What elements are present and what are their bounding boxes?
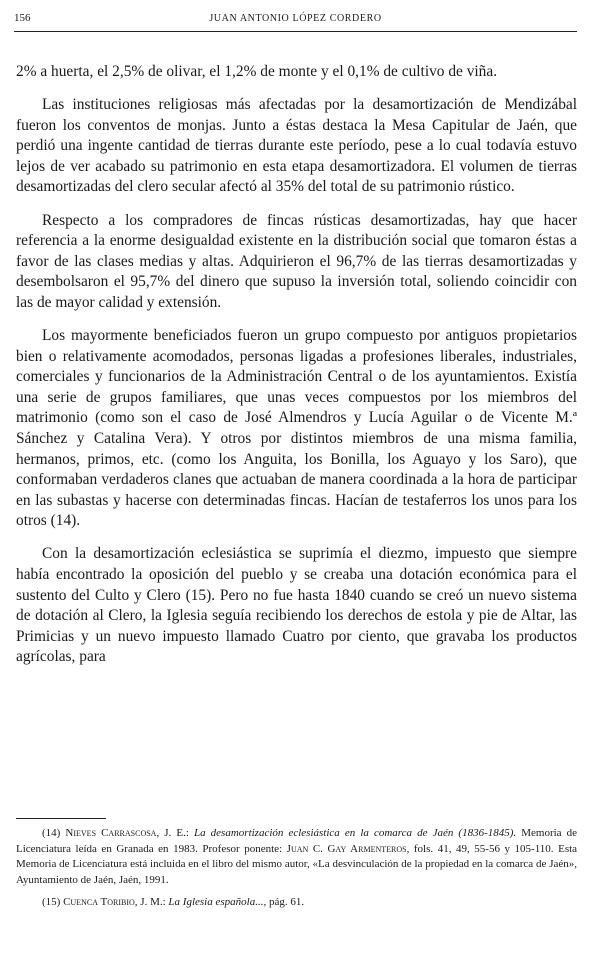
footnotes — [16, 826, 577, 918]
page-header — [14, 9, 577, 32]
footnote-15-author: Cuenca Toribio, J. M.: — [63, 896, 166, 909]
footnote-14-text1: Memoria de Licenciatura leída en Granada en 1983. Profesor ponente: — [16, 827, 578, 855]
body-text — [16, 62, 577, 681]
footnote-15-text: pág. 61. — [268, 896, 305, 909]
paragraph-2: Las instituciones religiosas más afectadas por la desamortización de Mendizábal fueron los conventos de monjas. Junto a éstas destaca la Mesa Capitular de Jaén, que perdió una ingente cantidad de tierras durante este período, pese a lo cual todavía estuvo lejos de ver acabado su patrimonio en esta etapa desamortizadora. El volumen de tierras desamortizadas del clero secular afectó al 35% del total de su patrimonio rústico. — [16, 96, 577, 196]
paragraph-1: 2% a huerta, el 2,5% de olivar, el 1,2% de monte y el 0,1% de cultivo de viña. — [16, 63, 498, 80]
running-head: JUAN ANTONIO LÓPEZ CORDERO — [209, 13, 382, 24]
footnote-14-text2: fols. 41, 49, 55-56 y 105-110. Esta Memoria de Licenciatura está incluida en el libro del mismo autor, «La desvinculación de la propiedad en la comarca de Jaén», Ayuntamiento de Jaén, Jaén, 1991. — [16, 842, 578, 886]
footnote-15 — [16, 895, 577, 911]
paragraph-5: Con la desamortización eclesiástica se suprimía el diezmo, impuesto que siempre había encontrado la oposición del pueblo y se creaba una dotación económica para el sustento del Culto y Clero (15). Pero no fue hasta 1840 cuando se creó un nuevo sistema de dotación al Clero, la Iglesia seguía recibiendo los derechos de estola y pie de Altar, las Primicias y un nuevo impuesto llamado Cuatro por ciento, que gravaba los productos agrícolas, para — [16, 545, 577, 666]
footnote-14 — [16, 826, 577, 888]
footnote-14-marker: (14) — [42, 827, 61, 839]
footnote-14-title: La desamortización eclesiástica en la comarca de Jaén (1836-1845). — [193, 827, 517, 839]
footnote-rule — [16, 818, 106, 819]
footnote-15-title: La Iglesia española..., — [168, 896, 267, 909]
paragraph-3: Respecto a los compradores de fincas rústicas desamortizadas, hay que hacer referencia a la enorme desigualdad existente en la distribución social que tomaron éstas a favor de las clases medias y altas. Adquirieron el 96,7% de las tierras desamortizadas y desembolsaron el 95,7% del dinero que supuso la inversión total, soliendo coincidir con las de mayor calidad y extensión. — [16, 211, 577, 311]
paragraph-4: Los mayormente beneficiados fueron un grupo compuesto por antiguos propietarios bien o relativamente acomodados, personas ligadas a profesiones liberales, industriales, comerciales y funcionarios de la Administración Central o de los ayuntamientos. Existía una serie de grupos familiares, que unas veces compuestos por los miembros del matrimonio (como son el caso de José Almendros y Lucía Aguilar o de Vicente M.ª Sánchez y Catalina Vera). Y otros por distintos miembros de una misma familia, hermanos, primos, etc. (como los Anguita, los Bonilla, los Aguayo y los Saro), que conformaban verdaderos clanes que actuaban de manera coordinada a la hora de participar en las subastas y hacerse con determinadas fincas. Hacían de testaferros los unos para los otros (14). — [16, 327, 577, 530]
footnote-14-author: Nieves Carrascosa, J. E.: — [65, 827, 189, 839]
footnote-14-advisor: Juan C. Gay Armenteros, — [286, 842, 410, 855]
footnote-15-marker: (15) — [42, 896, 61, 909]
page-number: 156 — [14, 12, 31, 24]
